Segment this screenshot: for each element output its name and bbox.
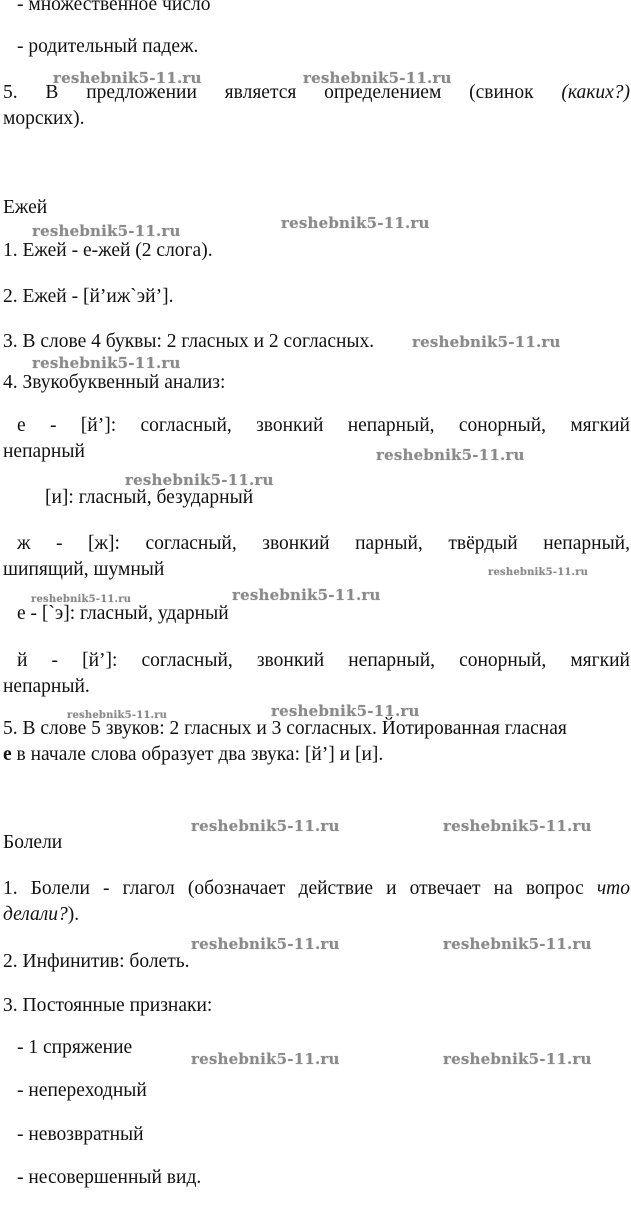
text-line: е в начале слова образует два звука: [й’] и [и].: [3, 744, 384, 765]
text-line: [и]: гласный, безударный: [45, 487, 254, 508]
text-line: е - [й’]: согласный, звонкий непарный, сонорный, мягкий: [17, 415, 630, 436]
text-line: морских).: [3, 108, 85, 129]
watermark: reshebnik5-11.ru: [191, 1050, 340, 1068]
text-line: - непереходный: [17, 1080, 147, 1101]
text-line: непарный: [3, 441, 85, 462]
text-line: й - [й’]: согласный, звонкий непарный, сонорный, мягкий: [17, 650, 630, 671]
section-title: Ежей: [3, 197, 48, 218]
watermark: reshebnik5-11.ru: [303, 69, 452, 87]
watermark: reshebnik5-11.ru: [53, 69, 202, 87]
watermark: reshebnik5-11.ru: [443, 935, 592, 953]
text-line: 5. В слове 5 звуков: 2 гласных и 3 согласных. Йотированная гласная: [3, 718, 567, 739]
watermark: reshebnik5-11.ru: [412, 333, 561, 351]
watermark: reshebnik5-11.ru: [67, 710, 168, 721]
text-line: 3. В слове 4 буквы: 2 гласных и 2 согласных.: [3, 331, 375, 352]
text-line: 4. Звукобуквенный анализ:: [3, 372, 226, 393]
text-line: 2. Ежей - [й’иж`эй’].: [3, 286, 174, 307]
text-line: - несовершенный вид.: [17, 1167, 202, 1188]
text-line: 2. Инфинитив: болеть.: [3, 951, 190, 972]
watermark: reshebnik5-11.ru: [32, 222, 181, 240]
text-line: - множественное число: [17, 0, 211, 15]
watermark: reshebnik5-11.ru: [31, 594, 132, 605]
text-line: 1. Ежей - е-жей (2 слога).: [3, 240, 213, 261]
watermark: reshebnik5-11.ru: [191, 935, 340, 953]
watermark: reshebnik5-11.ru: [125, 471, 274, 489]
watermark: reshebnik5-11.ru: [191, 817, 340, 835]
watermark: reshebnik5-11.ru: [32, 354, 181, 372]
text-line: 1. Болели - глагол (обозначает действие и отвечает на вопрос что: [3, 878, 631, 899]
watermark: reshebnik5-11.ru: [443, 817, 592, 835]
text-line: - невозвратный: [17, 1124, 144, 1145]
text-line: е - [`э]: гласный, ударный: [17, 603, 229, 624]
text-line: ж - [ж]: согласный, звонкий парный, твёрдый непарный,: [17, 533, 630, 554]
watermark: reshebnik5-11.ru: [271, 702, 420, 720]
text-line: делали?).: [3, 904, 80, 925]
watermark: reshebnik5-11.ru: [488, 567, 589, 578]
text-line: непарный.: [3, 676, 90, 697]
watermark: reshebnik5-11.ru: [281, 214, 430, 232]
watermark: reshebnik5-11.ru: [232, 586, 381, 604]
text-line: - 1 спряжение: [17, 1037, 133, 1058]
text-line: - родительный падеж.: [17, 36, 199, 57]
text-line: шипящий, шумный: [3, 559, 165, 580]
text-line: 3. Постоянные признаки:: [3, 995, 213, 1016]
text-line: 5. В предложении является определением (свинок (каких?): [3, 82, 630, 103]
section-title: Болели: [3, 832, 63, 853]
watermark: reshebnik5-11.ru: [376, 446, 525, 464]
watermark: reshebnik5-11.ru: [443, 1050, 592, 1068]
